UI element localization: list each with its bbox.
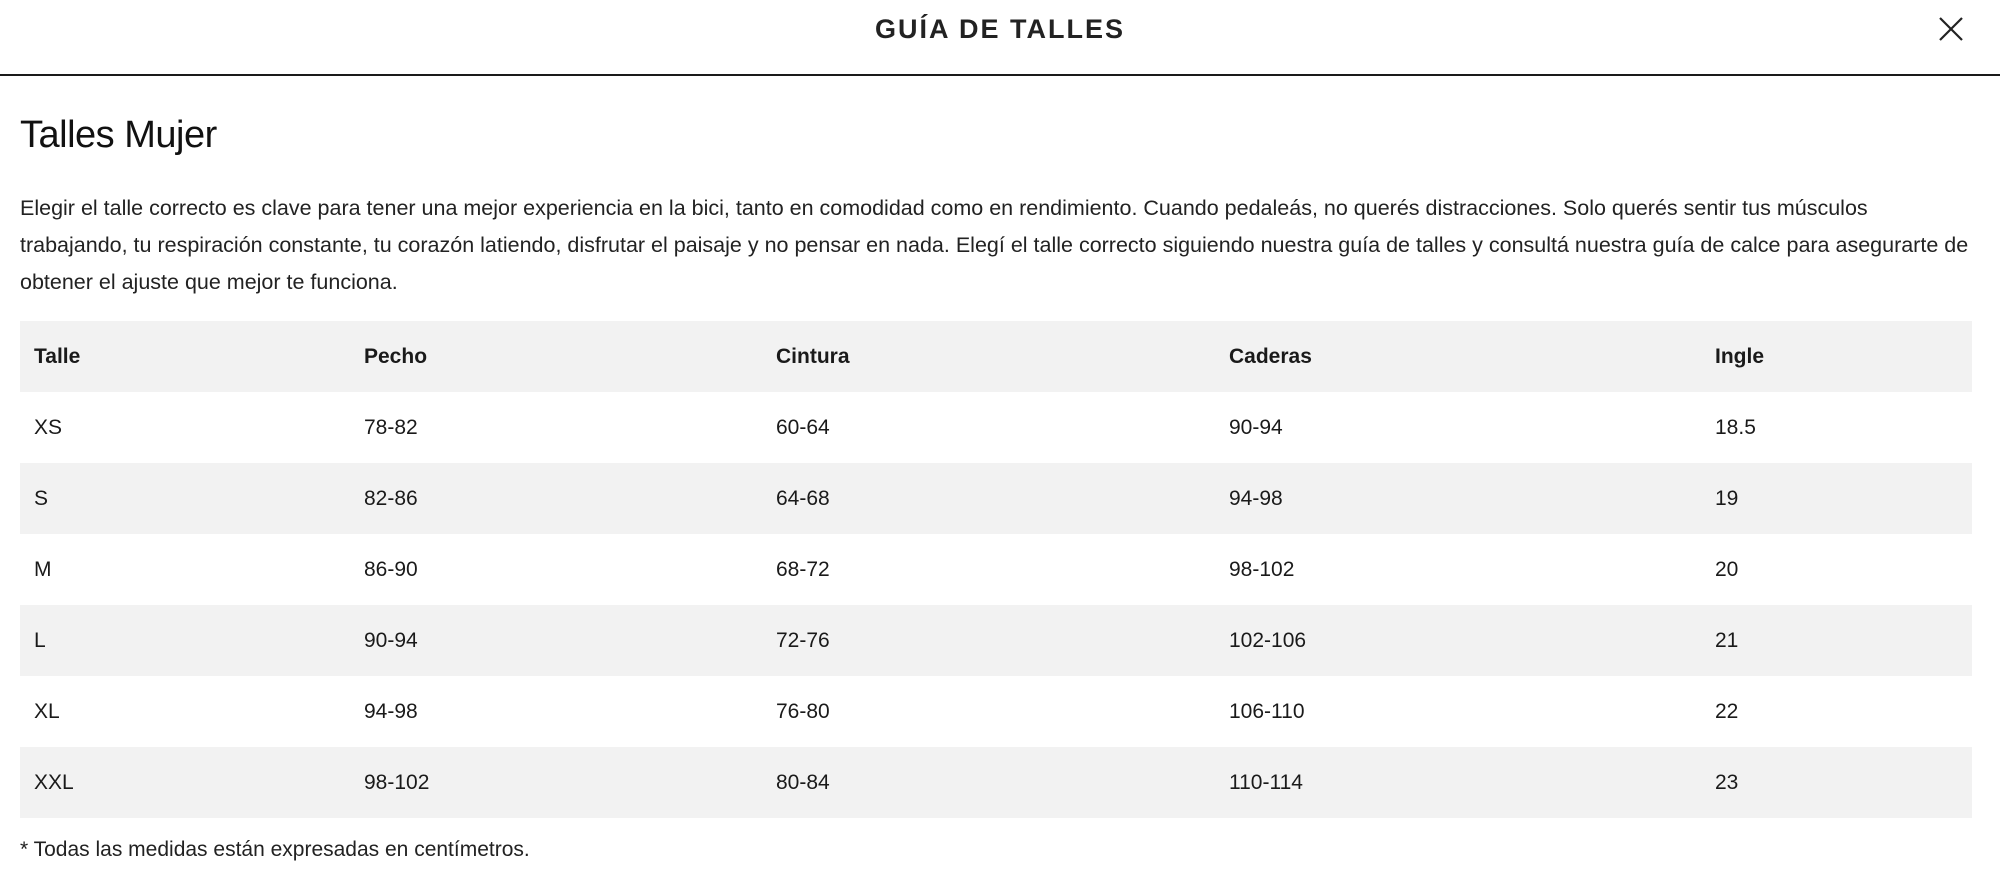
cell-talle: XS xyxy=(34,415,63,439)
header-talle: Talle xyxy=(34,344,81,368)
cell-caderas: 94-98 xyxy=(1229,486,1283,510)
cell-cintura: 76-80 xyxy=(776,699,830,723)
cell-cintura: 72-76 xyxy=(776,628,830,652)
cell-cintura: 64-68 xyxy=(776,486,830,510)
cell-caderas: 102-106 xyxy=(1229,628,1307,652)
footnote: * Todas las medidas están expresadas en centímetros. xyxy=(20,838,530,861)
cell-talle: XXL xyxy=(34,770,74,794)
cell-talle: S xyxy=(34,486,49,510)
header-caderas: Caderas xyxy=(1229,344,1312,368)
size-table xyxy=(20,321,1972,818)
cell-ingle: 18.5 xyxy=(1715,415,1756,439)
table-row xyxy=(20,605,1972,676)
cell-pecho: 98-102 xyxy=(364,770,430,794)
header-ingle: Ingle xyxy=(1715,344,1765,368)
cell-ingle: 22 xyxy=(1715,699,1739,723)
header-pecho: Pecho xyxy=(364,344,428,368)
cell-ingle: 21 xyxy=(1715,628,1739,652)
cell-cintura: 80-84 xyxy=(776,770,830,794)
cell-ingle: 20 xyxy=(1715,557,1739,581)
cell-caderas: 98-102 xyxy=(1229,557,1295,581)
table-row xyxy=(20,747,1972,818)
table-row xyxy=(20,392,1972,463)
intro-text: Elegir el talle correcto es clave para tener una mejor experiencia en la bici, tanto en comodidad como en rendimiento. Cuando pedaleás, no querés distracciones. Solo querés sentir tus músculos trabajando, tu respiración constante, tu corazón latiendo, disfrutar el paisaje y no pensar en nada. Elegí el talle correcto siguiendo nuestra guía de talles y consultá nuestra guía de calce para asegurarte de obtener el ajuste que mejor te funciona. xyxy=(20,196,1969,294)
table-row xyxy=(20,676,1972,747)
cell-pecho: 78-82 xyxy=(364,415,418,439)
cell-pecho: 94-98 xyxy=(364,699,418,723)
cell-cintura: 60-64 xyxy=(776,415,830,439)
cell-talle: L xyxy=(34,628,46,652)
cell-pecho: 82-86 xyxy=(364,486,418,510)
table-row xyxy=(20,534,1972,605)
cell-pecho: 86-90 xyxy=(364,557,418,581)
cell-pecho: 90-94 xyxy=(364,628,418,652)
modal-title: GUÍA DE TALLES xyxy=(875,14,1125,44)
close-icon xyxy=(1936,14,1966,44)
header-cintura: Cintura xyxy=(776,344,850,368)
cell-ingle: 23 xyxy=(1715,770,1739,794)
table-header-row xyxy=(20,321,1972,392)
cell-ingle: 19 xyxy=(1715,486,1739,510)
cell-talle: M xyxy=(34,557,52,581)
cell-caderas: 90-94 xyxy=(1229,415,1283,439)
cell-caderas: 110-114 xyxy=(1229,770,1303,794)
close-button[interactable] xyxy=(1936,14,1966,44)
cell-talle: XL xyxy=(34,699,60,723)
section-title: Talles Mujer xyxy=(20,114,217,156)
modal-header xyxy=(0,0,2000,76)
table-row xyxy=(20,463,1972,534)
cell-cintura: 68-72 xyxy=(776,557,830,581)
modal-content xyxy=(20,76,1972,862)
cell-caderas: 106-110 xyxy=(1229,699,1305,723)
